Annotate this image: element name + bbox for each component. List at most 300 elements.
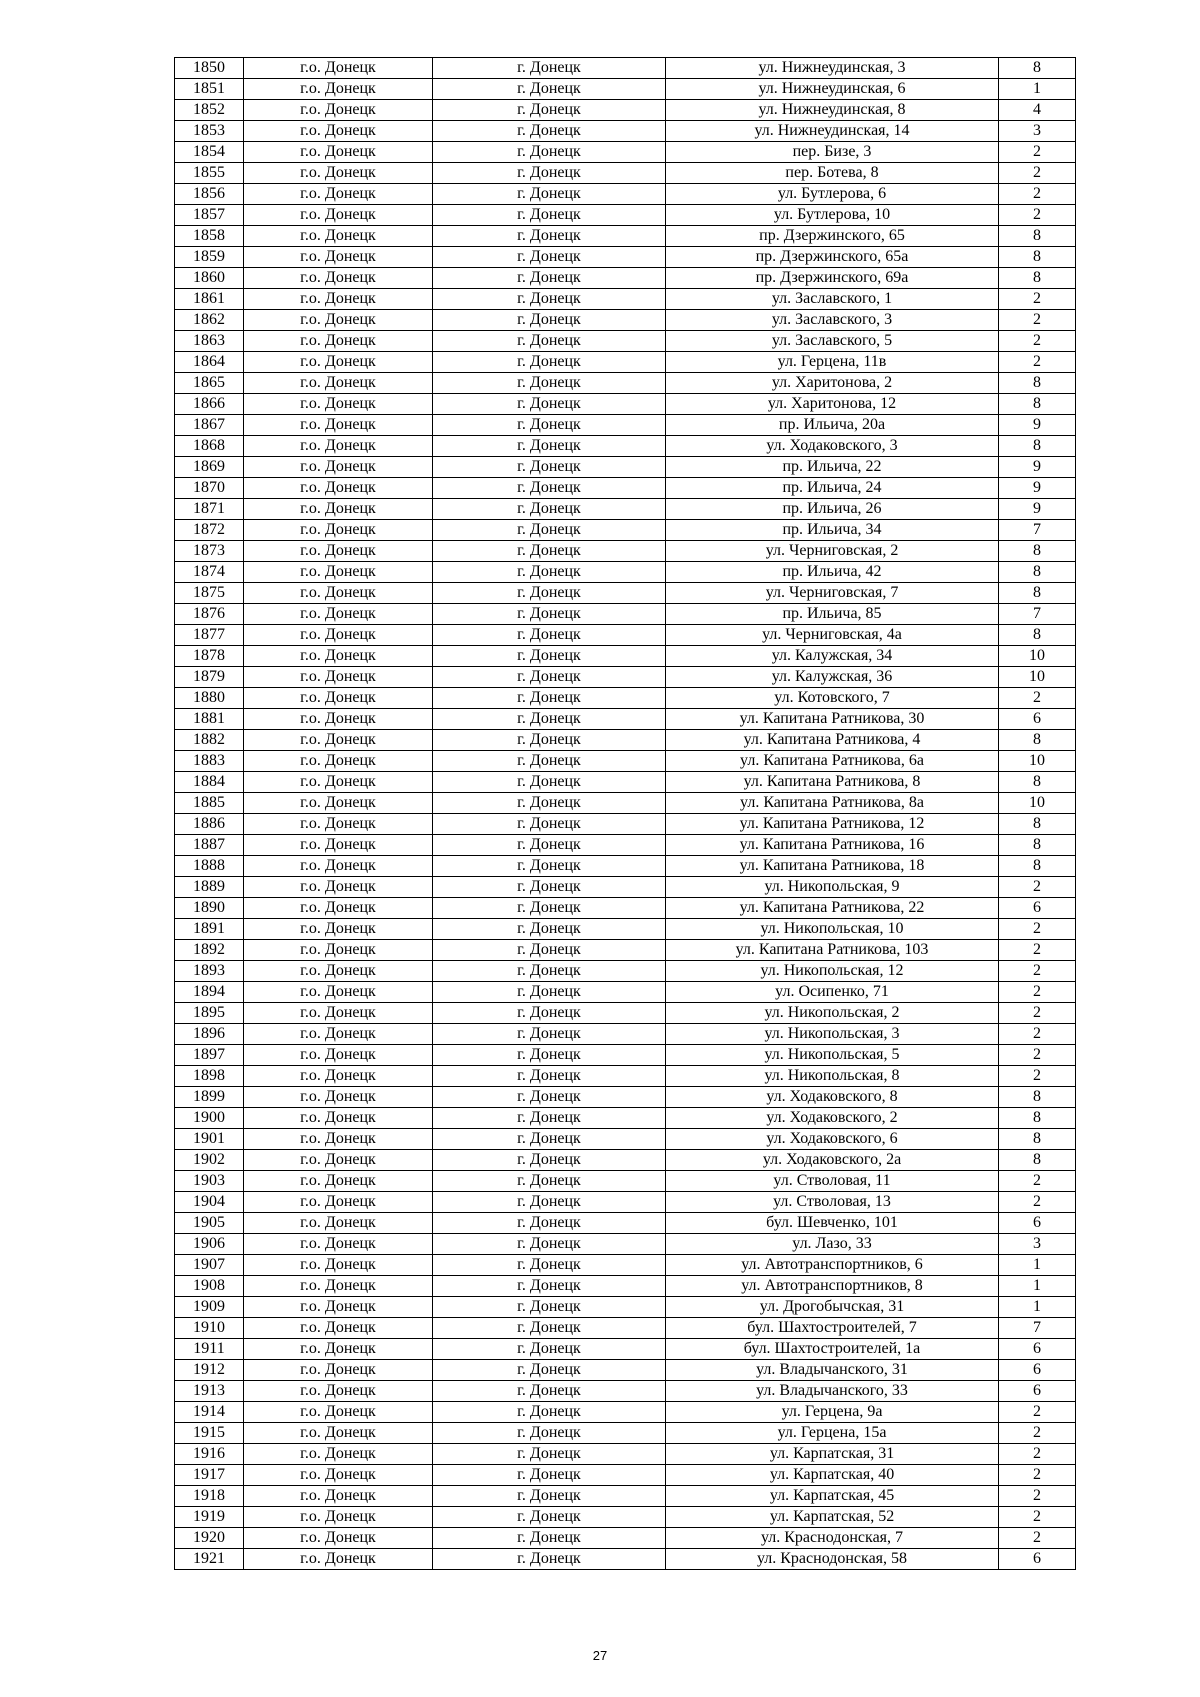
district-cell: г.о. Донецк (244, 1234, 433, 1255)
district-cell: г.о. Донецк (244, 1465, 433, 1486)
row-number-cell: 1852 (175, 100, 244, 121)
address-cell: ул. Никопольская, 3 (666, 1024, 999, 1045)
district-cell: г.о. Донецк (244, 562, 433, 583)
city-cell: г. Донецк (433, 1255, 666, 1276)
address-cell: ул. Капитана Ратникова, 8а (666, 793, 999, 814)
count-cell: 10 (999, 667, 1076, 688)
city-cell: г. Донецк (433, 1465, 666, 1486)
district-cell: г.о. Донецк (244, 1108, 433, 1129)
row-number-cell: 1913 (175, 1381, 244, 1402)
city-cell: г. Донецк (433, 1339, 666, 1360)
count-cell: 8 (999, 226, 1076, 247)
table-row (175, 1234, 1076, 1255)
address-cell: ул. Нижнеудинская, 3 (666, 58, 999, 79)
address-cell: ул. Нижнеудинская, 14 (666, 121, 999, 142)
count-cell: 9 (999, 415, 1076, 436)
table-row (175, 184, 1076, 205)
count-cell: 8 (999, 436, 1076, 457)
row-number-cell: 1916 (175, 1444, 244, 1465)
row-number-cell: 1856 (175, 184, 244, 205)
count-cell: 8 (999, 268, 1076, 289)
count-cell: 2 (999, 331, 1076, 352)
city-cell: г. Донецк (433, 121, 666, 142)
district-cell: г.о. Донецк (244, 394, 433, 415)
district-cell: г.о. Донецк (244, 919, 433, 940)
address-cell: ул. Харитонова, 12 (666, 394, 999, 415)
city-cell: г. Донецк (433, 1297, 666, 1318)
row-number-cell: 1921 (175, 1549, 244, 1570)
city-cell: г. Донецк (433, 919, 666, 940)
row-number-cell: 1920 (175, 1528, 244, 1549)
city-cell: г. Донецк (433, 205, 666, 226)
table-row (175, 982, 1076, 1003)
address-cell: ул. Ходаковского, 2 (666, 1108, 999, 1129)
district-cell: г.о. Донецк (244, 352, 433, 373)
count-cell: 1 (999, 79, 1076, 100)
city-cell: г. Донецк (433, 163, 666, 184)
address-table-body (175, 58, 1076, 1570)
city-cell: г. Донецк (433, 1087, 666, 1108)
address-cell: ул. Капитана Ратникова, 8 (666, 772, 999, 793)
address-cell: ул. Никопольская, 9 (666, 877, 999, 898)
table-row (175, 583, 1076, 604)
district-cell: г.о. Донецк (244, 436, 433, 457)
page-number: 27 (592, 1648, 608, 1663)
city-cell: г. Донецк (433, 457, 666, 478)
district-cell: г.о. Донецк (244, 163, 433, 184)
count-cell: 8 (999, 58, 1076, 79)
row-number-cell: 1872 (175, 520, 244, 541)
count-cell: 8 (999, 1150, 1076, 1171)
city-cell: г. Донецк (433, 562, 666, 583)
count-cell: 7 (999, 604, 1076, 625)
count-cell: 9 (999, 478, 1076, 499)
district-cell: г.о. Донецк (244, 79, 433, 100)
table-row (175, 79, 1076, 100)
city-cell: г. Донецк (433, 961, 666, 982)
city-cell: г. Донецк (433, 79, 666, 100)
count-cell: 6 (999, 898, 1076, 919)
table-row (175, 1339, 1076, 1360)
table-row (175, 394, 1076, 415)
table-row (175, 268, 1076, 289)
city-cell: г. Донецк (433, 415, 666, 436)
district-cell: г.о. Донецк (244, 667, 433, 688)
district-cell: г.о. Донецк (244, 1444, 433, 1465)
table-row (175, 331, 1076, 352)
address-cell: ул. Капитана Ратникова, 12 (666, 814, 999, 835)
row-number-cell: 1912 (175, 1360, 244, 1381)
address-cell: ул. Карпатская, 31 (666, 1444, 999, 1465)
table-row (175, 247, 1076, 268)
address-cell: ул. Капитана Ратникова, 18 (666, 856, 999, 877)
table-row (175, 1066, 1076, 1087)
address-cell: ул. Дрогобычская, 31 (666, 1297, 999, 1318)
district-cell: г.о. Донецк (244, 688, 433, 709)
table-row (175, 1213, 1076, 1234)
address-cell: ул. Никопольская, 10 (666, 919, 999, 940)
count-cell: 10 (999, 646, 1076, 667)
district-cell: г.о. Донецк (244, 415, 433, 436)
address-cell: ул. Герцена, 9а (666, 1402, 999, 1423)
address-cell: ул. Владычанского, 33 (666, 1381, 999, 1402)
address-cell: ул. Карпатская, 52 (666, 1507, 999, 1528)
district-cell: г.о. Донецк (244, 1171, 433, 1192)
district-cell: г.о. Донецк (244, 1129, 433, 1150)
district-cell: г.о. Донецк (244, 709, 433, 730)
city-cell: г. Донецк (433, 1528, 666, 1549)
row-number-cell: 1907 (175, 1255, 244, 1276)
row-number-cell: 1893 (175, 961, 244, 982)
row-number-cell: 1892 (175, 940, 244, 961)
address-cell: ул. Никопольская, 12 (666, 961, 999, 982)
table-row (175, 1150, 1076, 1171)
address-cell: ул. Автотранспортников, 8 (666, 1276, 999, 1297)
table-row (175, 352, 1076, 373)
city-cell: г. Донецк (433, 667, 666, 688)
table-row (175, 373, 1076, 394)
address-cell: ул. Заславского, 1 (666, 289, 999, 310)
table-row (175, 835, 1076, 856)
count-cell: 2 (999, 1024, 1076, 1045)
district-cell: г.о. Донецк (244, 772, 433, 793)
district-cell: г.о. Донецк (244, 457, 433, 478)
count-cell: 2 (999, 1192, 1076, 1213)
table-row (175, 793, 1076, 814)
count-cell: 2 (999, 919, 1076, 940)
district-cell: г.о. Донецк (244, 1192, 433, 1213)
city-cell: г. Донецк (433, 1045, 666, 1066)
table-row (175, 772, 1076, 793)
row-number-cell: 1862 (175, 310, 244, 331)
count-cell: 2 (999, 1528, 1076, 1549)
count-cell: 8 (999, 1108, 1076, 1129)
count-cell: 6 (999, 1549, 1076, 1570)
row-number-cell: 1877 (175, 625, 244, 646)
city-cell: г. Донецк (433, 982, 666, 1003)
district-cell: г.о. Донецк (244, 1507, 433, 1528)
city-cell: г. Донецк (433, 856, 666, 877)
city-cell: г. Донецк (433, 1066, 666, 1087)
count-cell: 7 (999, 520, 1076, 541)
row-number-cell: 1864 (175, 352, 244, 373)
address-cell: ул. Ходаковского, 8 (666, 1087, 999, 1108)
count-cell: 4 (999, 100, 1076, 121)
address-cell: пр. Ильича, 20а (666, 415, 999, 436)
count-cell: 9 (999, 457, 1076, 478)
count-cell: 2 (999, 1402, 1076, 1423)
district-cell: г.о. Донецк (244, 1318, 433, 1339)
table-row (175, 1318, 1076, 1339)
district-cell: г.о. Донецк (244, 184, 433, 205)
district-cell: г.о. Донецк (244, 1360, 433, 1381)
address-cell: ул. Автотранспортников, 6 (666, 1255, 999, 1276)
count-cell: 1 (999, 1297, 1076, 1318)
city-cell: г. Донецк (433, 436, 666, 457)
district-cell: г.о. Донецк (244, 1381, 433, 1402)
row-number-cell: 1903 (175, 1171, 244, 1192)
row-number-cell: 1891 (175, 919, 244, 940)
city-cell: г. Донецк (433, 1024, 666, 1045)
row-number-cell: 1902 (175, 1150, 244, 1171)
count-cell: 8 (999, 541, 1076, 562)
row-number-cell: 1858 (175, 226, 244, 247)
district-cell: г.о. Донецк (244, 268, 433, 289)
address-cell: бул. Шахтостроителей, 1а (666, 1339, 999, 1360)
table-row (175, 877, 1076, 898)
table-row (175, 1507, 1076, 1528)
address-cell: ул. Заславского, 5 (666, 331, 999, 352)
city-cell: г. Донецк (433, 1276, 666, 1297)
count-cell: 2 (999, 961, 1076, 982)
row-number-cell: 1890 (175, 898, 244, 919)
row-number-cell: 1887 (175, 835, 244, 856)
table-row (175, 1360, 1076, 1381)
table-row (175, 1486, 1076, 1507)
row-number-cell: 1873 (175, 541, 244, 562)
city-cell: г. Донецк (433, 100, 666, 121)
row-number-cell: 1910 (175, 1318, 244, 1339)
district-cell: г.о. Донецк (244, 751, 433, 772)
row-number-cell: 1876 (175, 604, 244, 625)
city-cell: г. Донецк (433, 184, 666, 205)
address-cell: ул. Краснодонская, 58 (666, 1549, 999, 1570)
table-row (175, 730, 1076, 751)
row-number-cell: 1851 (175, 79, 244, 100)
count-cell: 2 (999, 877, 1076, 898)
row-number-cell: 1880 (175, 688, 244, 709)
row-number-cell: 1898 (175, 1066, 244, 1087)
row-number-cell: 1914 (175, 1402, 244, 1423)
count-cell: 6 (999, 1339, 1076, 1360)
count-cell: 10 (999, 751, 1076, 772)
row-number-cell: 1875 (175, 583, 244, 604)
row-number-cell: 1883 (175, 751, 244, 772)
address-cell: пр. Дзержинского, 65а (666, 247, 999, 268)
table-row (175, 562, 1076, 583)
district-cell: г.о. Донецк (244, 961, 433, 982)
address-cell: пр. Ильича, 24 (666, 478, 999, 499)
city-cell: г. Донецк (433, 1150, 666, 1171)
district-cell: г.о. Донецк (244, 289, 433, 310)
row-number-cell: 1867 (175, 415, 244, 436)
district-cell: г.о. Донецк (244, 478, 433, 499)
city-cell: г. Донецк (433, 142, 666, 163)
district-cell: г.о. Донецк (244, 1423, 433, 1444)
city-cell: г. Донецк (433, 1171, 666, 1192)
table-row (175, 1297, 1076, 1318)
city-cell: г. Донецк (433, 1423, 666, 1444)
address-cell: ул. Калужская, 34 (666, 646, 999, 667)
count-cell: 8 (999, 1087, 1076, 1108)
row-number-cell: 1866 (175, 394, 244, 415)
count-cell: 3 (999, 121, 1076, 142)
district-cell: г.о. Донецк (244, 541, 433, 562)
city-cell: г. Донецк (433, 730, 666, 751)
table-row (175, 58, 1076, 79)
row-number-cell: 1909 (175, 1297, 244, 1318)
city-cell: г. Донецк (433, 1108, 666, 1129)
count-cell: 8 (999, 772, 1076, 793)
row-number-cell: 1861 (175, 289, 244, 310)
district-cell: г.о. Донецк (244, 625, 433, 646)
table-row (175, 604, 1076, 625)
address-cell: ул. Карпатская, 40 (666, 1465, 999, 1486)
row-number-cell: 1885 (175, 793, 244, 814)
table-row (175, 1444, 1076, 1465)
table-row (175, 163, 1076, 184)
city-cell: г. Донецк (433, 1318, 666, 1339)
district-cell: г.о. Донецк (244, 730, 433, 751)
address-cell: пр. Ильича, 34 (666, 520, 999, 541)
row-number-cell: 1895 (175, 1003, 244, 1024)
count-cell: 2 (999, 205, 1076, 226)
count-cell: 8 (999, 835, 1076, 856)
address-cell: ул. Ходаковского, 6 (666, 1129, 999, 1150)
city-cell: г. Донецк (433, 1486, 666, 1507)
city-cell: г. Донецк (433, 394, 666, 415)
count-cell: 2 (999, 940, 1076, 961)
district-cell: г.о. Донецк (244, 898, 433, 919)
row-number-cell: 1871 (175, 499, 244, 520)
table-row (175, 1171, 1076, 1192)
row-number-cell: 1904 (175, 1192, 244, 1213)
count-cell: 8 (999, 1129, 1076, 1150)
address-cell: пр. Ильича, 85 (666, 604, 999, 625)
address-cell: ул. Краснодонская, 7 (666, 1528, 999, 1549)
address-cell: ул. Калужская, 36 (666, 667, 999, 688)
row-number-cell: 1888 (175, 856, 244, 877)
row-number-cell: 1897 (175, 1045, 244, 1066)
count-cell: 6 (999, 1381, 1076, 1402)
row-number-cell: 1917 (175, 1465, 244, 1486)
table-row (175, 100, 1076, 121)
count-cell: 8 (999, 856, 1076, 877)
table-row (175, 898, 1076, 919)
table-row (175, 856, 1076, 877)
city-cell: г. Донецк (433, 289, 666, 310)
city-cell: г. Донецк (433, 604, 666, 625)
address-cell: ул. Никопольская, 2 (666, 1003, 999, 1024)
address-cell: ул. Черниговская, 4а (666, 625, 999, 646)
table-row (175, 1528, 1076, 1549)
district-cell: г.о. Донецк (244, 58, 433, 79)
table-row (175, 667, 1076, 688)
row-number-cell: 1850 (175, 58, 244, 79)
address-cell: ул. Заславского, 3 (666, 310, 999, 331)
count-cell: 8 (999, 730, 1076, 751)
row-number-cell: 1911 (175, 1339, 244, 1360)
district-cell: г.о. Донецк (244, 1045, 433, 1066)
district-cell: г.о. Донецк (244, 1549, 433, 1570)
table-row (175, 478, 1076, 499)
count-cell: 6 (999, 1213, 1076, 1234)
table-row (175, 646, 1076, 667)
district-cell: г.о. Донецк (244, 331, 433, 352)
row-number-cell: 1881 (175, 709, 244, 730)
city-cell: г. Донецк (433, 226, 666, 247)
district-cell: г.о. Донецк (244, 1339, 433, 1360)
city-cell: г. Донецк (433, 1003, 666, 1024)
table-row (175, 1108, 1076, 1129)
district-cell: г.о. Донецк (244, 247, 433, 268)
district-cell: г.о. Донецк (244, 940, 433, 961)
count-cell: 7 (999, 1318, 1076, 1339)
address-cell: ул. Капитана Ратникова, 4 (666, 730, 999, 751)
table-row (175, 1549, 1076, 1570)
district-cell: г.о. Донецк (244, 226, 433, 247)
count-cell: 10 (999, 793, 1076, 814)
address-cell: ул. Владычанского, 31 (666, 1360, 999, 1381)
city-cell: г. Донецк (433, 499, 666, 520)
row-number-cell: 1894 (175, 982, 244, 1003)
row-number-cell: 1918 (175, 1486, 244, 1507)
city-cell: г. Донецк (433, 688, 666, 709)
district-cell: г.о. Донецк (244, 1486, 433, 1507)
count-cell: 6 (999, 709, 1076, 730)
city-cell: г. Донецк (433, 541, 666, 562)
count-cell: 2 (999, 1171, 1076, 1192)
address-cell: ул. Капитана Ратникова, 6а (666, 751, 999, 772)
district-cell: г.о. Донецк (244, 1150, 433, 1171)
city-cell: г. Донецк (433, 1360, 666, 1381)
count-cell: 6 (999, 1360, 1076, 1381)
count-cell: 8 (999, 625, 1076, 646)
address-cell: пр. Дзержинского, 65 (666, 226, 999, 247)
count-cell: 2 (999, 142, 1076, 163)
row-number-cell: 1882 (175, 730, 244, 751)
city-cell: г. Донецк (433, 1192, 666, 1213)
table-row (175, 205, 1076, 226)
city-cell: г. Донецк (433, 58, 666, 79)
count-cell: 8 (999, 814, 1076, 835)
address-cell: ул. Капитана Ратникова, 22 (666, 898, 999, 919)
count-cell: 2 (999, 1423, 1076, 1444)
table-row (175, 1465, 1076, 1486)
table-row (175, 709, 1076, 730)
address-cell: ул. Харитонова, 2 (666, 373, 999, 394)
row-number-cell: 1896 (175, 1024, 244, 1045)
city-cell: г. Донецк (433, 1234, 666, 1255)
table-row (175, 940, 1076, 961)
count-cell: 2 (999, 688, 1076, 709)
row-number-cell: 1874 (175, 562, 244, 583)
row-number-cell: 1878 (175, 646, 244, 667)
row-number-cell: 1855 (175, 163, 244, 184)
table-row (175, 919, 1076, 940)
address-cell: бул. Шевченко, 101 (666, 1213, 999, 1234)
district-cell: г.о. Донецк (244, 1528, 433, 1549)
row-number-cell: 1854 (175, 142, 244, 163)
city-cell: г. Донецк (433, 1444, 666, 1465)
table-row (175, 541, 1076, 562)
address-cell: ул. Герцена, 11в (666, 352, 999, 373)
city-cell: г. Донецк (433, 268, 666, 289)
row-number-cell: 1905 (175, 1213, 244, 1234)
count-cell: 9 (999, 499, 1076, 520)
count-cell: 8 (999, 562, 1076, 583)
count-cell: 8 (999, 583, 1076, 604)
count-cell: 1 (999, 1276, 1076, 1297)
row-number-cell: 1908 (175, 1276, 244, 1297)
address-cell: ул. Нижнеудинская, 8 (666, 100, 999, 121)
district-cell: г.о. Донецк (244, 1255, 433, 1276)
district-cell: г.о. Донецк (244, 1276, 433, 1297)
address-cell: ул. Капитана Ратникова, 30 (666, 709, 999, 730)
district-cell: г.о. Донецк (244, 982, 433, 1003)
city-cell: г. Донецк (433, 1381, 666, 1402)
table-row (175, 226, 1076, 247)
